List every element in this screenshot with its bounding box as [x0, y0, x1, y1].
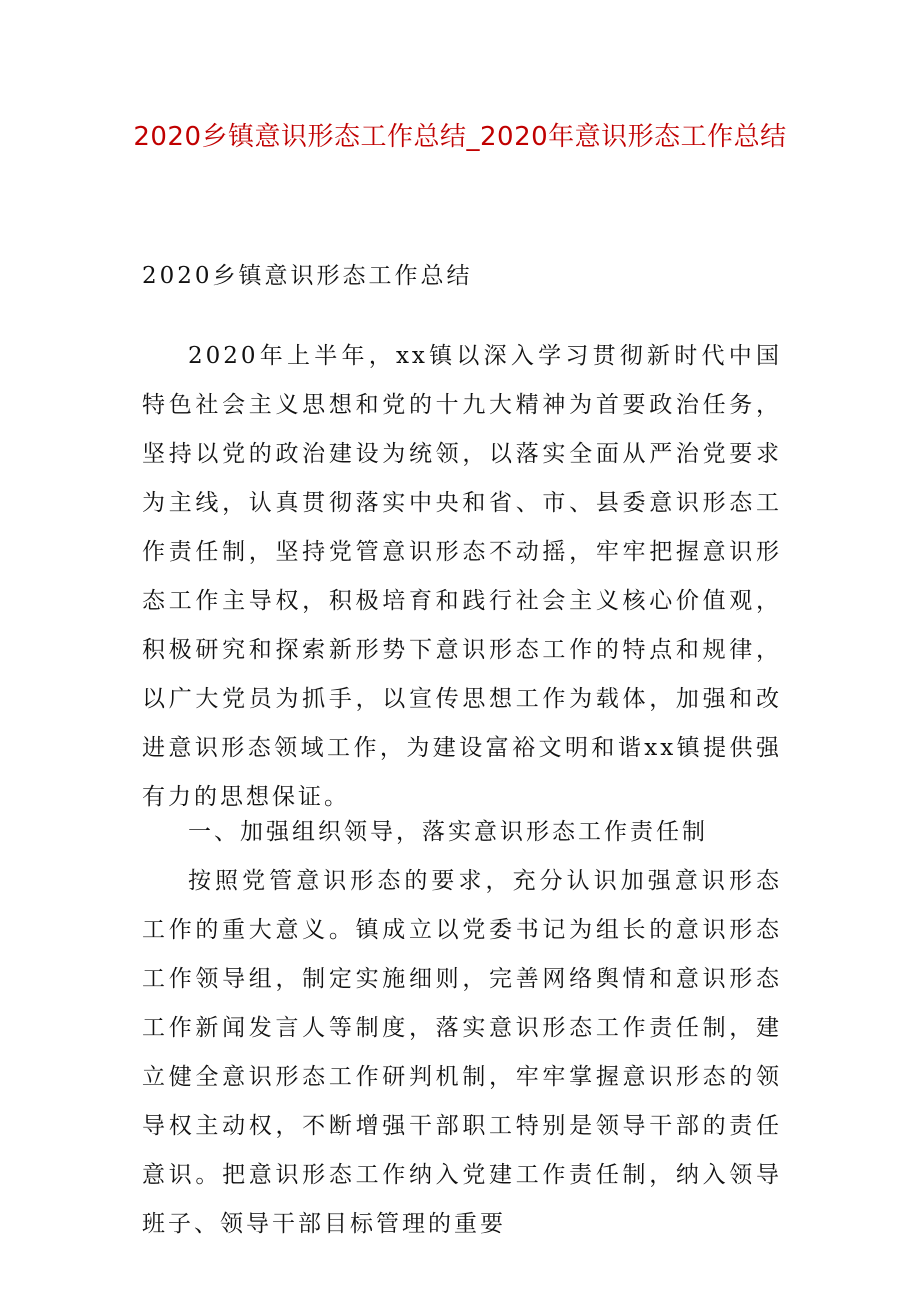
section-heading-1: 一、加强组织领导，落实意识形态工作责任制	[188, 819, 708, 845]
document-title: 2020乡镇意识形态工作总结_2020年意识形态工作总结	[133, 122, 787, 152]
document-subheading: 2020乡镇意识形态工作总结	[142, 263, 473, 289]
paragraph-intro: 2020年上半年，xx镇以深入学习贯彻新时代中国特色社会主义思想和党的十九大精神为首要政治任务，坚持以党的政治建设为统领，以落实全面从严治党要求为主线，认真贯彻落实中央和省、市、县委意识形态工作责任制，坚持党管意识形态不动摇，牢牢把握意识形态工作主导权，积极培育和践行社会主义核心价值观，积极研究和探索新形势下意识形态工作的特点和规律，以广大党员为抓手，以宣传思想工作为载体，加强和改进意识形态领域工作，为建设富裕文明和谐xx镇提供强有力的思想保证。	[142, 343, 782, 810]
paragraph-section-1: 按照党管意识形态的要求，充分认识加强意识形态工作的重大意义。镇成立以党委书记为组长的意识形态工作领导组，制定实施细则，完善网络舆情和意识形态工作新闻发言人等制度，落实意识形态工作责任制，建立健全意识形态工作研判机制，牢牢掌握意识形态的领导权主动权，不断增强干部职工特别是领导干部的责任意识。把意识形态工作纳入党建工作责任制，纳入领导班子、领导干部目标管理的重要	[142, 868, 782, 1237]
